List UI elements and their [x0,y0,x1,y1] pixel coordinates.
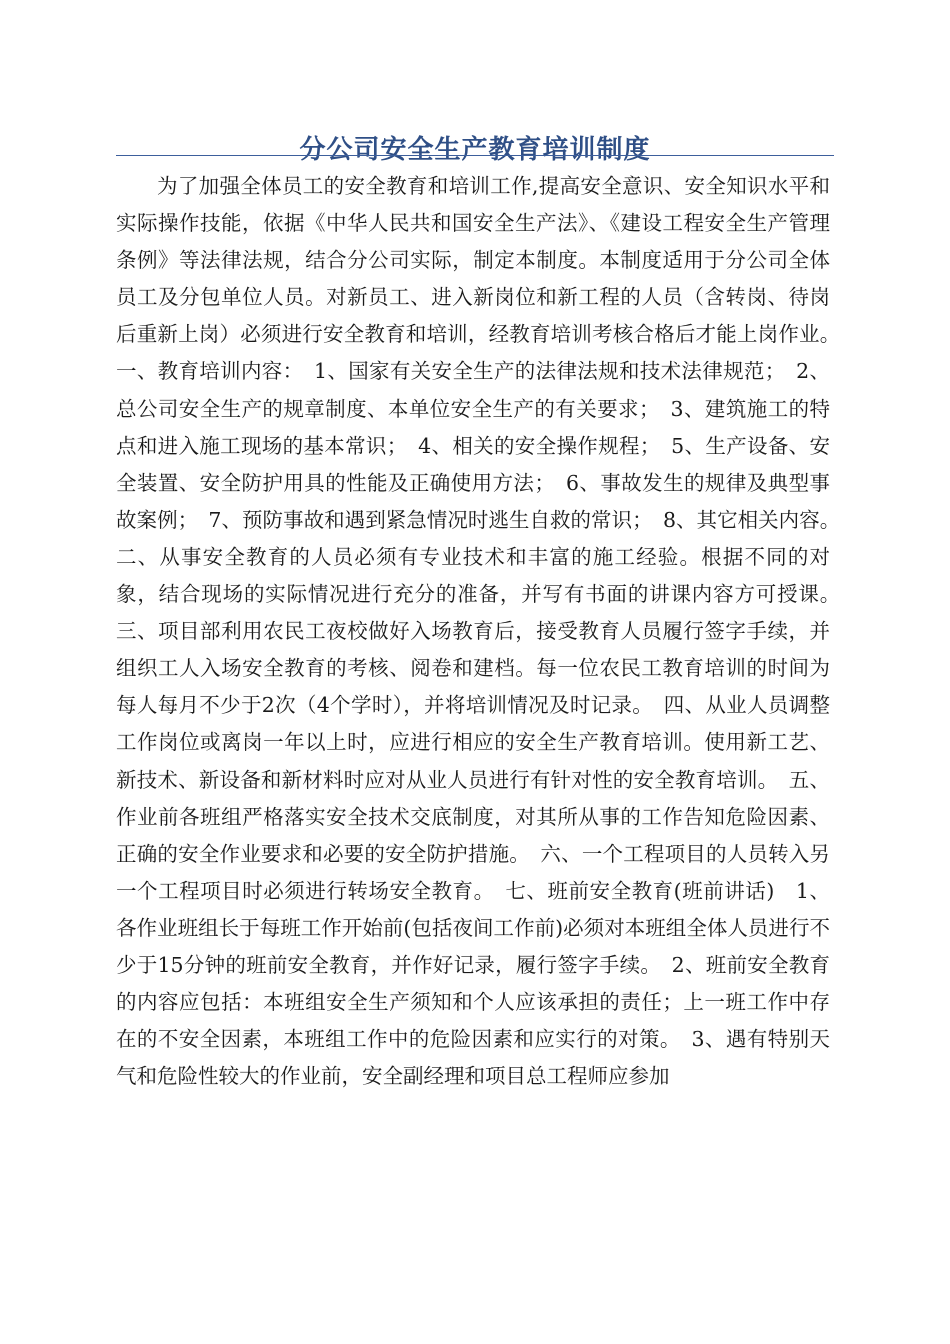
title-underline [116,155,834,156]
document-body: 为了加强全体员工的安全教育和培训工作,提高安全意识、安全知识水平和实际操作技能，依据《中华人民共和国安全生产法》、《建设工程安全生产管理条例》等法律法规，结合分公司实际，制定本制度。本制度适用于分公司全体员工及分包单位人员。对新员工、进入新岗位和新工程的人员（含转岗、待岗后重新上岗）必须进行安全教育和培训，经教育培训考核合格后才能上岗作业。 一、教育培训内容： 1、国家有关安全生产的法律法规和技术法律规范； 2、总公司安全生产的规章制度、本单位安全生产的有关要求； 3、建筑施工的特点和进入施工现场的基本常识； 4、相关的安全操作规程； 5、生产设备、安全装置、安全防护用具的性能及正确使用方法； 6、事故发生的规律及典型事故案例； 7、预防事故和遇到紧急情况时逃生自救的常识； 8、其它相关内容。 二、从事安全教育的人员必须有专业技术和丰富的施工经验。根据不同的对象，结合现场的实际情况进行充分的准备，并写有书面的讲课内容方可授课。 三、项目部利用农民工夜校做好入场教育后，接受教育人员履行签字手续，并组织工人入场安全教育的考核、阅卷和建档。每一位农民工教育培训的时间为每人每月不少于2次（4个学时），并将培训情况及时记录。 四、从业人员调整工作岗位或离岗一年以上时，应进行相应的安全生产教育培训。使用新工艺、新技术、新设备和新材料时应对从业人员进行有针对性的安全教育培训。 五、作业前各班组严格落实安全技术交底制度，对其所从事的工作告知危险因素、正确的安全作业要求和必要的安全防护措施。 六、一个工程项目的人员转入另一个工程项目时必须进行转场安全教育。 七、班前安全教育(班前讲话) 1、各作业班组长于每班工作开始前(包括夜间工作前)必须对本班组全体人员进行不少于15分钟的班前安全教育，并作好记录，履行签字手续。 2、班前安全教育的内容应包括：本班组安全生产须知和个人应该承担的责任；上一班工作中存在的不安全因素，本班组工作中的危险因素和应实行的对策。 3、遇有特别天气和危险性较大的作业前，安全副经理和项目总工程师应参加 [116,174,851,1089]
document-title: 分公司安全生产教育培训制度 [299,135,651,166]
